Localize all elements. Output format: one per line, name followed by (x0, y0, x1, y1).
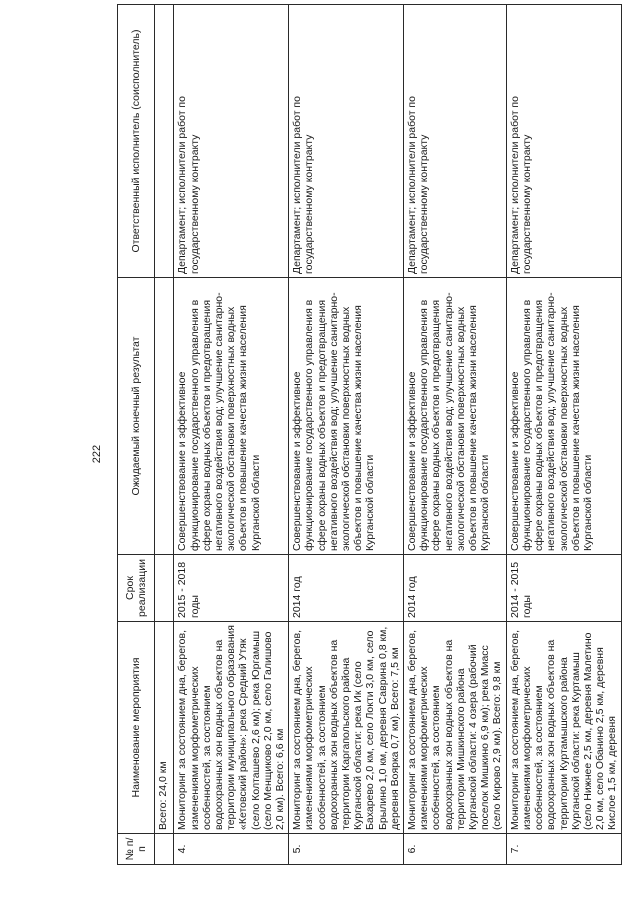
row-name: Мониторинг за состоянием дна, берегов, изменениями морфометрических особенностей, за состоянием водоохранных зон водных объектов на территории муниципального образования «Кетовский район»: река Средний Утяк (село Колташево 2,6 км); река Юргамыш (село Менщиково 2,0 км, село Галишово 2,0 км). Всего: 6,6 км (174, 622, 289, 834)
row-term: 2014 год (404, 555, 507, 622)
row-result: Совершенствование и эффективное функционирование государственного управления в сфере охраны водных объектов и предотвращения негативного воздействия вод; улучшение санитарно-экологической обстановки поверхностных водных объектов и повышение качества жизни населения Курганской области (174, 278, 289, 555)
table-row (174, 5, 289, 865)
rotated-table (117, 29, 619, 865)
row-exec: Департамент; исполнители работ по государственному контракту (174, 5, 289, 278)
subtotal-cell: Всего: 24,0 км (155, 622, 174, 834)
subtotal-result-cell (155, 278, 174, 555)
row-exec: Департамент; исполнители работ по государственному контракту (506, 5, 621, 278)
row-num: 7. (506, 834, 621, 865)
row-name: Мониторинг за состоянием дна, берегов, изменениями морфометрических особенностей, за состоянием водоохранных зон водных объектов на территории Каргапольского района Курганской области: река Ик (село Бахарево 2,0 км, село Локти 3,0 км, село Брылино 1,0 км, деревня Саврина 0,8 км, деревня Вояркa 0,7 км). Всего: 7,5 км (289, 622, 404, 834)
row-name: Мониторинг за состоянием дна, берегов, изменениями морфометрических особенностей, за состоянием водоохранных зон водных объектов на территории Мишкинского района Курганской области: 4 озера (рабочий поселок Мишкино 6,9 км); река Миасс (село Кирово 2,9 км). Всего: 9,8 км (404, 622, 507, 834)
header-exec: Ответственный исполнитель (соисполнитель) (118, 5, 155, 278)
row-exec: Департамент; исполнители работ по государственному контракту (404, 5, 507, 278)
table-row (506, 5, 621, 865)
header-num: № п/п (118, 834, 155, 865)
row-num: 4. (174, 834, 289, 865)
row-num: 5. (289, 834, 404, 865)
header-name: Наименование мероприятия (118, 622, 155, 834)
subtotal-term-cell (155, 555, 174, 622)
table-row (404, 5, 507, 865)
row-term: 2014 - 2015 годы (506, 555, 621, 622)
table-row (289, 5, 404, 865)
row-num: 6. (404, 834, 507, 865)
row-term: 2015 - 2018 годы (174, 555, 289, 622)
subtotal-row (155, 5, 174, 865)
row-result: Совершенствование и эффективное функционирование государственного управления в сфере охраны водных объектов и предотвращения негативного воздействия вод; улучшение санитарно-экологической обстановки поверхностных водных объектов и повышение качества жизни населения Курганской области (289, 278, 404, 555)
row-term: 2014 год (289, 555, 404, 622)
table-header-row (118, 5, 155, 865)
subtotal-num-cell (155, 834, 174, 865)
row-result: Совершенствование и эффективное функционирование государственного управления в сфере охраны водных объектов и предотвращения негативного воздействия вод; улучшение санитарно-экологической обстановки поверхностных водных объектов и повышение качества жизни населения Курганской области (506, 278, 621, 555)
measures-table (117, 4, 622, 865)
header-result: Ожидаемый конечный результат (118, 278, 155, 555)
row-result: Совершенствование и эффективное функционирование государственного управления в сфере охраны водных объектов и предотвращения негативного воздействия вод; улучшение санитарно-экологической обстановки поверхностных водных объектов и повышение качества жизни населения Курганской области (404, 278, 507, 555)
row-exec: Департамент; исполнители работ по государственному контракту (289, 5, 404, 278)
page-number: 222 (91, 444, 103, 464)
row-name: Мониторинг за состоянием дна, берегов, изменениями морфометрических особенностей, за состоянием водоохранных зон водных объектов на территории Куртамышского района Курганской области: река Куртамыш (село Нижнее 2,5 км, деревня Малетино 2,0 км, село Обанино 2,5 км, деревня Кислое 1,5 км, деревня (506, 622, 621, 834)
table-container (117, 29, 619, 865)
header-term: Срок реализации (118, 555, 155, 622)
subtotal-exec-cell (155, 5, 174, 278)
